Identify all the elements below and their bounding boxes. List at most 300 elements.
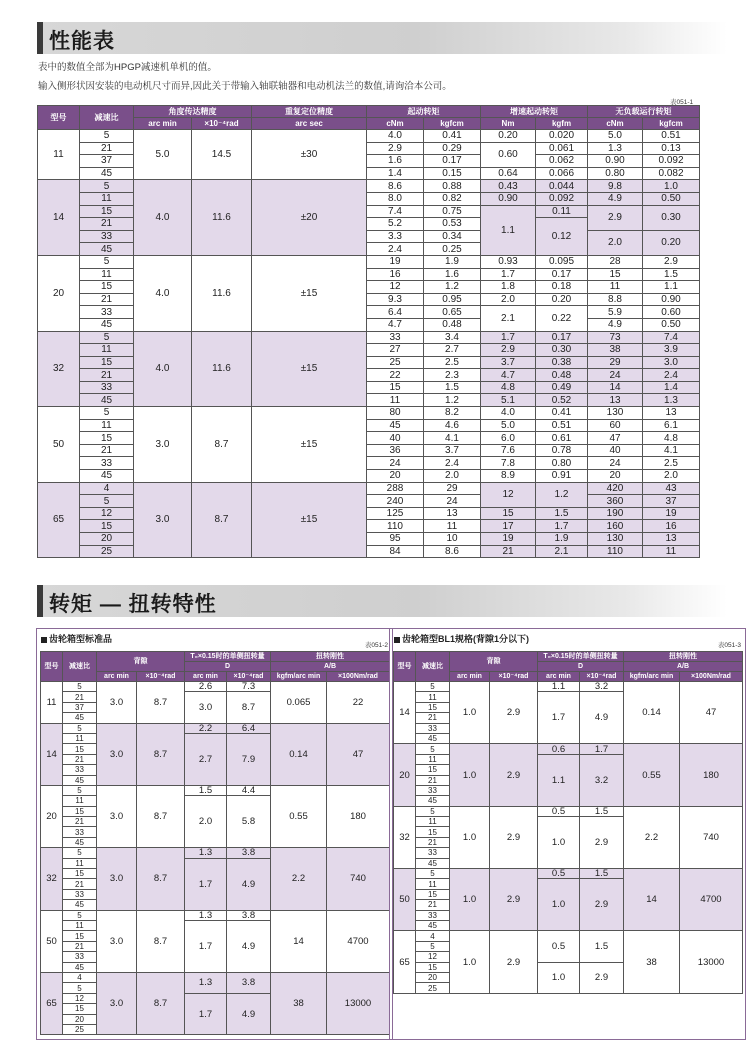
b2-value-cell: 0.78 [536, 444, 588, 457]
b2-value-cell: 0.30 [536, 344, 588, 357]
d2-value-cell: 3.2 [580, 754, 624, 806]
model-cell: 32 [38, 331, 80, 407]
ratio-cell: 15 [63, 1004, 97, 1014]
b2-value-cell: 1.2 [536, 482, 588, 507]
stiffness-b-cell: 4700 [327, 910, 390, 972]
n2-value-cell: 2.5 [643, 457, 700, 470]
b1-value-cell: 19 [481, 533, 536, 546]
b1-value-cell: 5.0 [481, 419, 536, 432]
d2-value-cell: 4.9 [227, 920, 271, 972]
bullet-square-icon [41, 637, 47, 643]
ratio-cell: 11 [63, 858, 97, 868]
start-torque-kgfcm-cell: 3.7 [424, 444, 481, 457]
ratio-cell: 33 [63, 765, 97, 775]
n1-value-cell: 15 [588, 268, 643, 281]
b2-value-cell: 0.20 [536, 293, 588, 306]
performance-table [37, 105, 700, 558]
ratio-cell: 15 [416, 765, 450, 775]
d1-value-cell: 3.0 [185, 692, 227, 723]
b2-value-cell: 2.1 [536, 545, 588, 558]
b1-value-cell: 0.60 [481, 142, 536, 167]
ratio-cell: 11 [80, 192, 134, 205]
ratio-cell: 11 [63, 920, 97, 930]
start-torque-kgfcm-cell: 1.5 [424, 381, 481, 394]
ratio-cell: 20 [80, 533, 134, 546]
start-torque-cnm-cell: 125 [367, 507, 424, 520]
b2-value-cell: 0.49 [536, 381, 588, 394]
torsion-table-bl1 [393, 651, 743, 994]
b1-value-cell: 4.0 [481, 407, 536, 420]
stiffness-a-cell: 0.55 [624, 744, 680, 806]
stiffness-a-cell: 14 [624, 869, 680, 931]
start-torque-kgfcm-cell: 0.82 [424, 192, 481, 205]
stiffness-a-cell: 0.14 [271, 723, 327, 785]
b1-value-cell: 12 [481, 482, 536, 507]
b2-value-cell: 0.61 [536, 432, 588, 445]
section-marker [37, 585, 43, 617]
header-d: D [538, 662, 624, 672]
backlash-rad-cell: 2.9 [490, 869, 538, 931]
ratio-cell: 4 [416, 931, 450, 941]
n1-value-cell: 13 [588, 394, 643, 407]
b1-value-cell: 4.7 [481, 369, 536, 382]
stiffness-b-cell: 4700 [680, 869, 743, 931]
d1-value-cell: 1.0 [538, 817, 580, 869]
ratio-cell: 15 [80, 281, 134, 294]
ratio-cell: 12 [63, 993, 97, 1003]
start-torque-kgfcm-cell: 0.65 [424, 306, 481, 319]
n1-value-cell: 4.9 [588, 318, 643, 331]
table-row [394, 682, 743, 692]
ratio-cell: 11 [416, 692, 450, 702]
n1-value-cell: 2.9 [588, 205, 643, 230]
n2-value-cell: 0.13 [643, 142, 700, 155]
d1-value-cell: 0.6 [538, 744, 580, 754]
backlash-rad-cell: 2.9 [490, 682, 538, 744]
table-row [394, 869, 743, 879]
section-header-performance [37, 22, 727, 54]
start-torque-cnm-cell: 110 [367, 520, 424, 533]
torsion-box-standard [36, 628, 393, 1040]
ratio-cell: 33 [63, 827, 97, 837]
header-model: 型号 [41, 652, 63, 682]
start-torque-cnm-cell: 8.0 [367, 192, 424, 205]
ratio-cell: 45 [80, 318, 134, 331]
n1-value-cell: 24 [588, 457, 643, 470]
n2-value-cell: 1.0 [643, 180, 700, 193]
b1-value-cell: 1.7 [481, 268, 536, 281]
d1-value-cell: 0.5 [538, 806, 580, 816]
unit-kgfm: kgfm [536, 118, 588, 130]
n1-value-cell: 8.8 [588, 293, 643, 306]
start-torque-kgfcm-cell: 0.34 [424, 230, 481, 243]
unit-arcmin: arc min [134, 118, 192, 130]
n1-value-cell: 47 [588, 432, 643, 445]
b2-value-cell: 0.80 [536, 457, 588, 470]
stiffness-a-cell: 38 [624, 931, 680, 993]
d1-value-cell: 1.7 [538, 692, 580, 744]
start-torque-cnm-cell: 2.4 [367, 243, 424, 256]
n2-value-cell: 16 [643, 520, 700, 533]
b1-value-cell: 1.1 [481, 205, 536, 255]
table-row [38, 407, 700, 420]
header-ratio: 减速比 [80, 106, 134, 130]
b2-value-cell: 0.12 [536, 218, 588, 256]
d1-value-cell: 2.2 [185, 723, 227, 733]
start-torque-cnm-cell: 80 [367, 407, 424, 420]
backlash-arcmin-cell: 1.0 [450, 869, 490, 931]
n2-value-cell: 0.20 [643, 230, 700, 255]
start-torque-cnm-cell: 1.4 [367, 167, 424, 180]
start-torque-cnm-cell: 11 [367, 394, 424, 407]
backlash-rad-cell: 8.7 [137, 848, 185, 910]
b2-value-cell: 1.5 [536, 507, 588, 520]
d1-value-cell: 1.7 [185, 993, 227, 1035]
repeat-cell: ±15 [252, 331, 367, 407]
header-ab: A/B [624, 662, 743, 672]
table-row [38, 482, 700, 495]
backlash-rad-cell: 8.7 [137, 785, 185, 847]
unit-kgfcm-noload: kgfcm [643, 118, 700, 130]
ratio-cell: 45 [63, 775, 97, 785]
start-torque-cnm-cell: 24 [367, 457, 424, 470]
n1-value-cell: 28 [588, 255, 643, 268]
b1-value-cell: 17 [481, 520, 536, 533]
start-torque-kgfcm-cell: 2.0 [424, 470, 481, 483]
d2-value-cell: 1.5 [580, 931, 624, 962]
start-torque-cnm-cell: 22 [367, 369, 424, 382]
ratio-cell: 15 [63, 869, 97, 879]
model-cell: 20 [38, 255, 80, 331]
backlash-arcmin-cell: 3.0 [97, 910, 137, 972]
backlash-arcmin-cell: 1.0 [450, 744, 490, 806]
n1-value-cell: 110 [588, 545, 643, 558]
b2-value-cell: 0.38 [536, 356, 588, 369]
b1-value-cell: 2.1 [481, 306, 536, 331]
ratio-cell: 5 [416, 806, 450, 816]
table-row [38, 331, 700, 344]
stiffness-a-cell: 14 [271, 910, 327, 972]
backlash-arcmin-cell: 3.0 [97, 785, 137, 847]
ratio-cell: 21 [80, 218, 134, 231]
ratio-cell: 15 [416, 827, 450, 837]
n2-value-cell: 2.0 [643, 470, 700, 483]
b1-value-cell: 4.8 [481, 381, 536, 394]
b1-value-cell: 0.43 [481, 180, 536, 193]
backlash-rad-cell: 11.6 [192, 255, 252, 331]
box-title-text: 齿轮箱型BL1规格(背隙1分以下) [402, 634, 530, 644]
n1-value-cell: 4.9 [588, 192, 643, 205]
d2-value-cell: 7.3 [227, 682, 271, 692]
n1-value-cell: 5.9 [588, 306, 643, 319]
ratio-cell: 45 [63, 837, 97, 847]
note-line-1: 表中的数值全部为HPGP减速机单机的值。 [38, 62, 217, 73]
ratio-cell: 11 [416, 754, 450, 764]
b2-value-cell: 0.91 [536, 470, 588, 483]
ratio-cell: 21 [63, 692, 97, 702]
table-row [41, 785, 390, 795]
start-torque-kgfcm-cell: 2.5 [424, 356, 481, 369]
backlash-arcmin-cell: 4.0 [134, 255, 192, 331]
model-cell: 65 [38, 482, 80, 558]
d2-value-cell: 4.9 [227, 858, 271, 910]
n2-value-cell: 11 [643, 545, 700, 558]
b2-value-cell: 0.095 [536, 255, 588, 268]
header-stiffness: 扭转刚性 [624, 652, 743, 662]
n2-value-cell: 0.30 [643, 205, 700, 230]
model-cell: 65 [394, 931, 416, 993]
start-torque-kgfcm-cell: 1.6 [424, 268, 481, 281]
ratio-cell: 11 [80, 419, 134, 432]
table-row [41, 910, 390, 920]
n1-value-cell: 2.0 [588, 230, 643, 255]
start-torque-cnm-cell: 25 [367, 356, 424, 369]
header-d: D [185, 662, 271, 672]
header-backlash: 背隙 [97, 652, 185, 672]
ratio-cell: 33 [80, 381, 134, 394]
table-row [41, 723, 390, 733]
n2-value-cell: 3.0 [643, 356, 700, 369]
b1-value-cell: 5.1 [481, 394, 536, 407]
ratio-cell: 21 [416, 713, 450, 723]
ratio-cell: 5 [63, 785, 97, 795]
d1-value-cell: 1.3 [185, 910, 227, 920]
header-repeat: 重复定位精度 [252, 106, 367, 118]
d1-value-cell: 0.5 [538, 869, 580, 879]
b1-value-cell: 3.7 [481, 356, 536, 369]
ratio-cell: 15 [63, 931, 97, 941]
start-torque-kgfcm-cell: 0.17 [424, 155, 481, 168]
ratio-cell: 37 [63, 702, 97, 712]
ratio-cell: 5 [63, 682, 97, 692]
ratio-cell: 11 [63, 796, 97, 806]
model-cell: 32 [394, 806, 416, 868]
unit-rad-d: ×10⁻⁴rad [580, 672, 624, 682]
d1-value-cell: 1.7 [185, 858, 227, 910]
ratio-cell: 33 [416, 785, 450, 795]
ratio-cell: 21 [416, 900, 450, 910]
n2-value-cell: 0.50 [643, 192, 700, 205]
ratio-cell: 15 [80, 205, 134, 218]
b2-value-cell: 0.17 [536, 331, 588, 344]
backlash-rad-cell: 8.7 [137, 723, 185, 785]
d2-value-cell: 4.9 [580, 692, 624, 744]
start-torque-kgfcm-cell: 13 [424, 507, 481, 520]
ratio-cell: 11 [63, 733, 97, 743]
model-cell: 14 [38, 180, 80, 256]
n1-value-cell: 11 [588, 281, 643, 294]
header-torsion: T₀×0.15时的单侧扭转量 [185, 652, 271, 662]
d1-value-cell: 2.6 [185, 682, 227, 692]
ratio-cell: 5 [63, 723, 97, 733]
n2-value-cell: 0.90 [643, 293, 700, 306]
start-torque-kgfcm-cell: 8.6 [424, 545, 481, 558]
n1-value-cell: 420 [588, 482, 643, 495]
start-torque-kgfcm-cell: 11 [424, 520, 481, 533]
start-torque-cnm-cell: 95 [367, 533, 424, 546]
section-title: 转矩 — 扭转特性 [49, 593, 217, 616]
n1-value-cell: 5.0 [588, 130, 643, 143]
start-torque-cnm-cell: 4.7 [367, 318, 424, 331]
n1-value-cell: 40 [588, 444, 643, 457]
model-cell: 50 [38, 407, 80, 483]
b1-value-cell: 7.6 [481, 444, 536, 457]
n1-value-cell: 9.8 [588, 180, 643, 193]
ratio-cell: 15 [416, 889, 450, 899]
stiffness-b-cell: 180 [327, 785, 390, 847]
ratio-cell: 15 [416, 962, 450, 972]
backlash-rad-cell: 2.9 [490, 806, 538, 868]
backlash-rad-cell: 8.7 [192, 407, 252, 483]
b1-value-cell: 15 [481, 507, 536, 520]
d2-value-cell: 1.5 [580, 806, 624, 816]
d2-value-cell: 2.9 [580, 879, 624, 931]
b2-value-cell: 0.062 [536, 155, 588, 168]
ratio-cell: 15 [80, 432, 134, 445]
d1-value-cell: 2.0 [185, 796, 227, 848]
n2-value-cell: 4.1 [643, 444, 700, 457]
ratio-cell: 45 [80, 243, 134, 256]
note-line-2: 输入侧形状因安装的电动机尺寸而异,因此关于带输入轴联轴器和电动机法兰的数值,请询洽本公司。 [38, 81, 452, 92]
backlash-arcmin-cell: 3.0 [134, 482, 192, 558]
ratio-cell: 33 [416, 723, 450, 733]
n1-value-cell: 0.80 [588, 167, 643, 180]
n1-value-cell: 1.3 [588, 142, 643, 155]
torsion-table-standard [40, 651, 390, 1035]
model-cell: 20 [394, 744, 416, 806]
backlash-arcmin-cell: 4.0 [134, 180, 192, 256]
n1-value-cell: 29 [588, 356, 643, 369]
n2-value-cell: 43 [643, 482, 700, 495]
unit-nm-rad: ×100Nm/rad [327, 672, 390, 682]
box-title [41, 632, 112, 645]
b2-value-cell: 0.41 [536, 407, 588, 420]
n2-value-cell: 2.9 [643, 255, 700, 268]
bullet-square-icon [394, 637, 400, 643]
ratio-cell: 21 [63, 817, 97, 827]
ratio-cell: 5 [80, 331, 134, 344]
ratio-cell: 21 [80, 444, 134, 457]
ratio-cell: 21 [80, 142, 134, 155]
b2-value-cell: 0.52 [536, 394, 588, 407]
repeat-cell: ±20 [252, 180, 367, 256]
model-cell: 11 [41, 682, 63, 724]
d1-value-cell: 1.3 [185, 848, 227, 858]
ratio-cell: 45 [416, 858, 450, 868]
b1-value-cell: 0.20 [481, 130, 536, 143]
b2-value-cell: 0.18 [536, 281, 588, 294]
b2-value-cell: 0.48 [536, 369, 588, 382]
n1-value-cell: 38 [588, 344, 643, 357]
model-cell: 32 [41, 848, 63, 910]
ratio-cell: 15 [63, 806, 97, 816]
d2-value-cell: 3.8 [227, 972, 271, 993]
start-torque-cnm-cell: 1.6 [367, 155, 424, 168]
b2-value-cell: 0.044 [536, 180, 588, 193]
b1-value-cell: 0.93 [481, 255, 536, 268]
unit-cnm-noload: cNm [588, 118, 643, 130]
d1-value-cell: 2.7 [185, 733, 227, 785]
n1-value-cell: 14 [588, 381, 643, 394]
ratio-cell: 5 [63, 983, 97, 993]
n2-value-cell: 1.4 [643, 381, 700, 394]
ratio-cell: 45 [416, 920, 450, 930]
start-torque-kgfcm-cell: 0.29 [424, 142, 481, 155]
start-torque-cnm-cell: 5.2 [367, 218, 424, 231]
b1-value-cell: 2.9 [481, 344, 536, 357]
ratio-cell: 33 [416, 910, 450, 920]
n2-value-cell: 1.1 [643, 281, 700, 294]
n2-value-cell: 6.1 [643, 419, 700, 432]
ratio-cell: 45 [80, 167, 134, 180]
header-backlash: 背隙 [450, 652, 538, 672]
backlash-rad-cell: 8.7 [137, 972, 185, 1034]
header-model: 型号 [394, 652, 416, 682]
d2-value-cell: 4.4 [227, 785, 271, 795]
backlash-arcmin-cell: 4.0 [134, 331, 192, 407]
d2-value-cell: 6.4 [227, 723, 271, 733]
model-cell: 20 [41, 785, 63, 847]
ratio-cell: 21 [80, 293, 134, 306]
unit-arcmin-d: arc min [538, 672, 580, 682]
unit-rad-d: ×10⁻⁴rad [227, 672, 271, 682]
backlash-arcmin-cell: 3.0 [97, 972, 137, 1034]
backlash-rad-cell: 11.6 [192, 331, 252, 407]
stiffness-b-cell: 740 [680, 806, 743, 868]
header-ratio: 减速比 [416, 652, 450, 682]
start-torque-cnm-cell: 2.9 [367, 142, 424, 155]
d2-value-cell: 2.9 [580, 962, 624, 993]
ratio-cell: 5 [416, 941, 450, 951]
n1-value-cell: 20 [588, 470, 643, 483]
ratio-cell: 11 [416, 817, 450, 827]
b1-value-cell: 6.0 [481, 432, 536, 445]
stiffness-b-cell: 22 [327, 682, 390, 724]
d2-value-cell: 1.7 [580, 744, 624, 754]
unit-kgfcm: kgfcm [424, 118, 481, 130]
table-ref-label: 表051-3 [717, 642, 741, 649]
table-row [394, 806, 743, 816]
b2-value-cell: 0.17 [536, 268, 588, 281]
d1-value-cell: 1.1 [538, 754, 580, 806]
ratio-cell: 11 [416, 879, 450, 889]
header-ratio: 减速比 [63, 652, 97, 682]
stiffness-a-cell: 0.55 [271, 785, 327, 847]
model-cell: 11 [38, 130, 80, 180]
start-torque-cnm-cell: 15 [367, 381, 424, 394]
header-noload: 无负载运行转矩 [588, 106, 700, 118]
b2-value-cell: 0.020 [536, 130, 588, 143]
start-torque-kgfcm-cell: 0.75 [424, 205, 481, 218]
b2-value-cell: 0.11 [536, 205, 588, 218]
b1-value-cell: 0.90 [481, 192, 536, 205]
start-torque-cnm-cell: 36 [367, 444, 424, 457]
start-torque-kgfcm-cell: 1.2 [424, 281, 481, 294]
model-cell: 14 [41, 723, 63, 785]
table-ref-label: 表051-1 [670, 99, 694, 106]
unit-arcsec: arc sec [252, 118, 367, 130]
b1-value-cell: 1.7 [481, 331, 536, 344]
d2-value-cell: 8.7 [227, 692, 271, 723]
d2-value-cell: 3.8 [227, 910, 271, 920]
table-row [41, 848, 390, 858]
n1-value-cell: 0.90 [588, 155, 643, 168]
start-torque-kgfcm-cell: 24 [424, 495, 481, 508]
start-torque-cnm-cell: 19 [367, 255, 424, 268]
start-torque-kgfcm-cell: 2.7 [424, 344, 481, 357]
unit-kgfm-arcmin: kgfm/arc min [271, 672, 327, 682]
backlash-rad-cell: 2.9 [490, 931, 538, 993]
